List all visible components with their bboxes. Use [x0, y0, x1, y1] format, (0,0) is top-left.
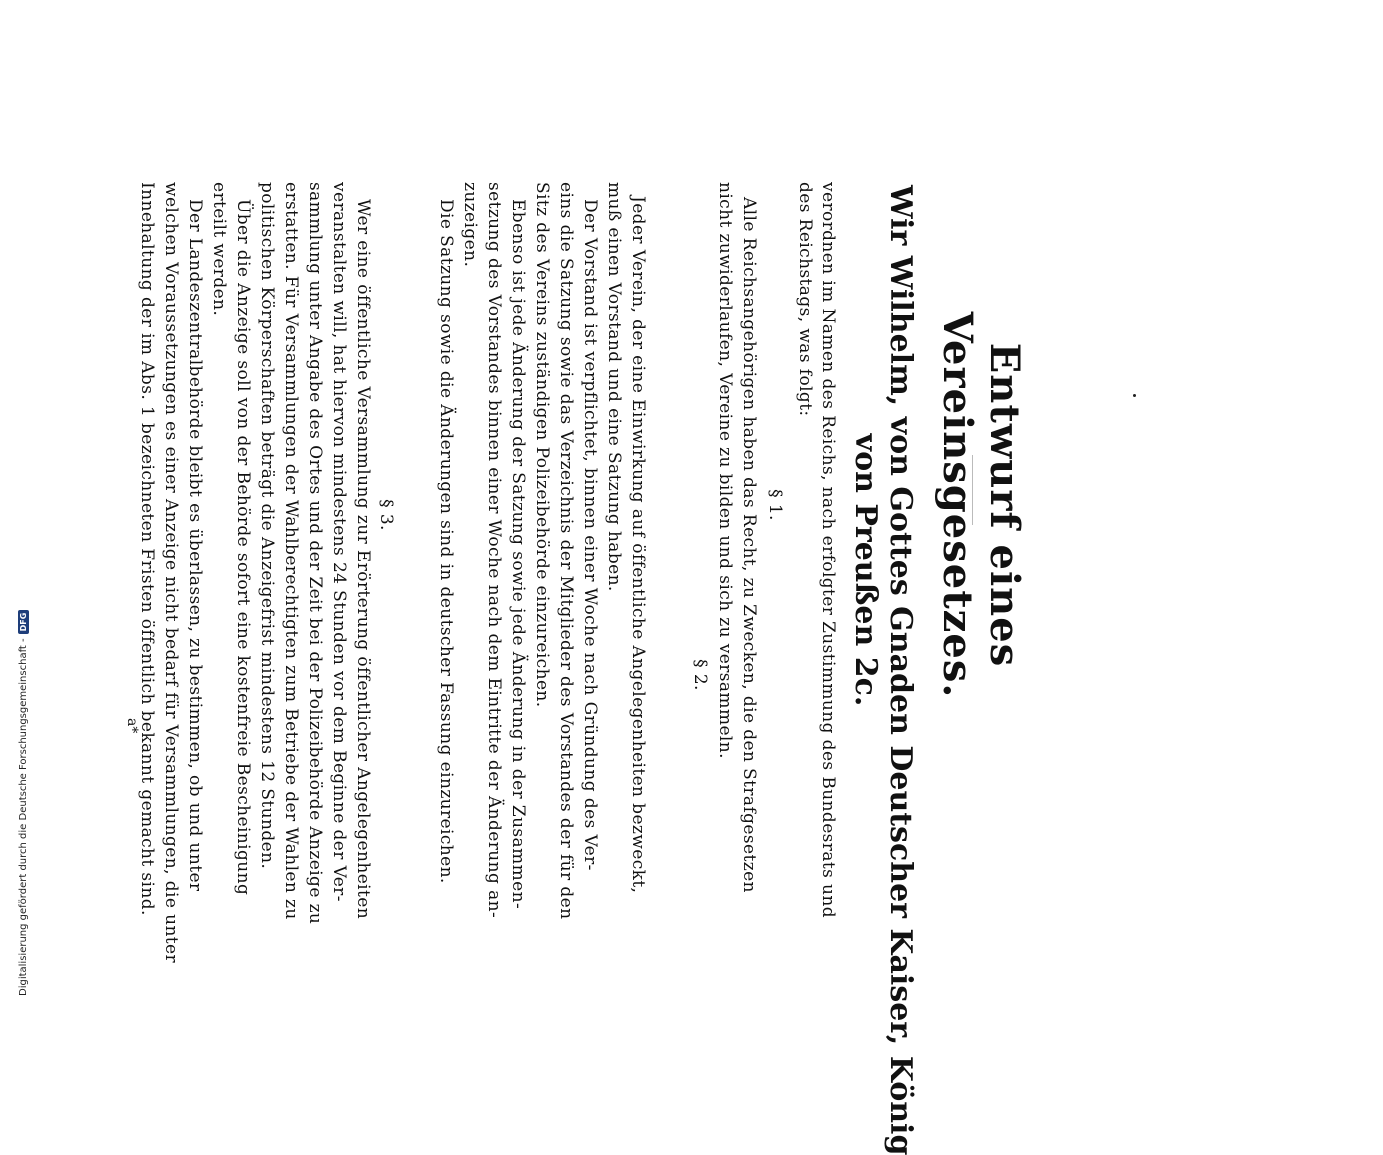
section-line: Wer eine öffentliche Versammlung zur Erörterung öffentlicher Angelegenheiten [353, 199, 373, 920]
document-title: Entwurf eines Vereinsgesetzes. [934, 311, 1028, 699]
preamble-line: von Preußen 2c. [848, 433, 883, 707]
section-line: Sitz des Vereins zuständigen Polizeibehörde einzureichen. [532, 182, 552, 708]
section-line: nicht zuwiderlaufen, Vereine zu bilden und sich zu versammeln. [715, 182, 735, 759]
section-line: Innehaltung der im Abs. 1 bezeichneten Fristen öffentlich bekannt gemacht sind. [137, 182, 157, 916]
section-line: welchen Voraussetzungen es einer Anzeige nicht bedarf für Versammlungen, die unter [161, 182, 181, 964]
section-line: erstatten. Für Versammlungen der Wahlberechtigten zum Betriebe der Wahlen zu [281, 182, 301, 920]
ink-dot [1133, 394, 1136, 397]
footer-text: Digitalisierung gefördert durch die Deutsche Forschungsgemeinschaft - [18, 638, 29, 996]
section-line: eins die Satzung sowie das Verzeichnis der Mitglieder des Vorstandes der für den [556, 182, 576, 920]
section-line: Alle Reichsangehörigen haben das Recht, zu Zwecken, die den Strafgesetzen [739, 197, 759, 893]
section-line: sammlung unter Angabe des Ortes und der Zeit bei der Polizeibehörde Anzeige zu [305, 182, 325, 925]
preamble-line: verordnen im Namen des Reichs, nach erfolgter Zustimmung des Bundesrats und [818, 182, 838, 918]
section-line: zuzeigen. [460, 182, 480, 268]
dfg-logo-icon[interactable]: DFG [18, 610, 29, 635]
section-line: muß einen Vorstand und eine Satzung haben. [604, 182, 624, 592]
section-heading: § 1. [765, 489, 785, 521]
preamble-line: Wir Wilhelm, von Gottes Gnaden Deutscher Kaiser, König [883, 185, 918, 1155]
title-rule [972, 455, 973, 525]
section-line: Der Landeszentralbehörde bleibt es überlassen, zu bestimmen, ob und unter [185, 199, 205, 892]
section-line: politischen Körperschaften beträgt die Anzeigefrist mindestens 12 Stunden. [257, 182, 277, 870]
section-heading: § 2. [690, 659, 710, 691]
section-line: erteilt werden. [209, 182, 229, 317]
digitization-footer [18, 610, 29, 996]
section-line: Über die Anzeige soll von der Behörde sofort eine kostenfreie Bescheinigung [233, 199, 253, 896]
section-line: Ebenso ist jede Änderung der Satzung sowie jede Änderung in der Zusammen- [508, 199, 528, 910]
section-heading: § 3. [376, 499, 396, 531]
section-line: Der Vorstand ist verpflichtet, binnen einer Woche nach Gründung des Ver- [580, 199, 600, 871]
section-line: Die Satzung sowie die Änderungen sind in deutscher Fassung einzureichen. [436, 199, 456, 884]
section-line: Jeder Verein, der eine Einwirkung auf öffentliche Angelegenheiten bezweckt, [628, 196, 648, 894]
section-line: veranstalten will, hat hiervon mindestens 24 Stunden vor dem Beginne der Ver- [329, 182, 349, 902]
section-line: setzung des Vorstandes binnen einer Woche nach dem Eintritte der Änderung an- [484, 182, 504, 919]
folio-mark: a* [124, 718, 140, 734]
preamble-line: des Reichstags, was folgt: [795, 182, 815, 417]
